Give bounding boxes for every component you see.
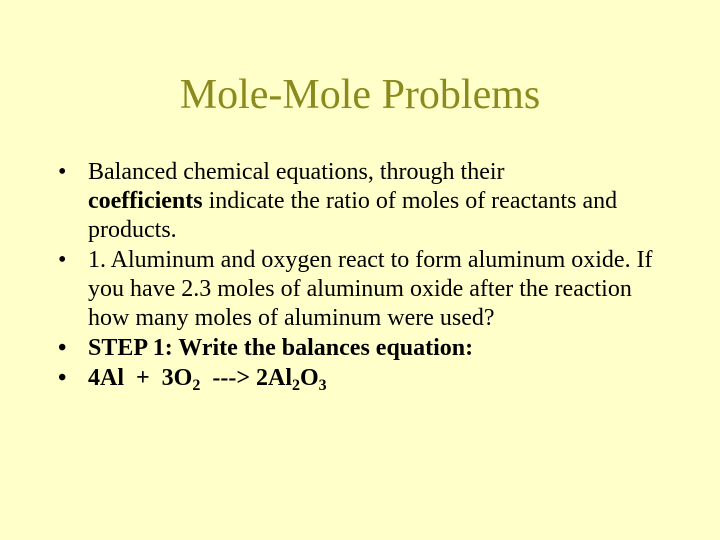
bullet-list xyxy=(58,158,678,394)
bullet-dot: • xyxy=(58,365,67,391)
bullet-text: Balanced chemical equations, through their xyxy=(88,159,505,185)
bullet-bold-term: coefficients xyxy=(88,188,203,214)
bullet-text: STEP 1: Write the balances equation: xyxy=(88,335,474,361)
subscript: 3 xyxy=(318,377,327,394)
bullet-item xyxy=(58,334,678,363)
bullet-item xyxy=(58,158,678,245)
subscript: 2 xyxy=(192,377,201,394)
bullet-item-equation xyxy=(58,364,678,393)
bullet-item xyxy=(58,246,678,333)
equation-oxygen: O xyxy=(300,365,319,391)
subscript: 2 xyxy=(292,377,300,394)
equation-arrow-product: ---> 2Al xyxy=(200,365,292,391)
bullet-dot: • xyxy=(58,247,67,273)
equation-reactants: 4Al + 3O xyxy=(88,365,193,391)
bullet-text: 1. Aluminum and oxygen react to form aluminum oxide. If you have 2.3 moles of aluminum oxide after the reaction how many moles of aluminum were used? xyxy=(88,247,653,331)
bullet-dot: • xyxy=(58,159,67,185)
slide-title: Mole-Mole Problems xyxy=(179,72,541,118)
bullet-text-continued: indicate the ratio of moles of reactants and products. xyxy=(88,188,618,243)
bullet-dot: • xyxy=(58,335,67,361)
chemical-equation xyxy=(88,365,327,394)
